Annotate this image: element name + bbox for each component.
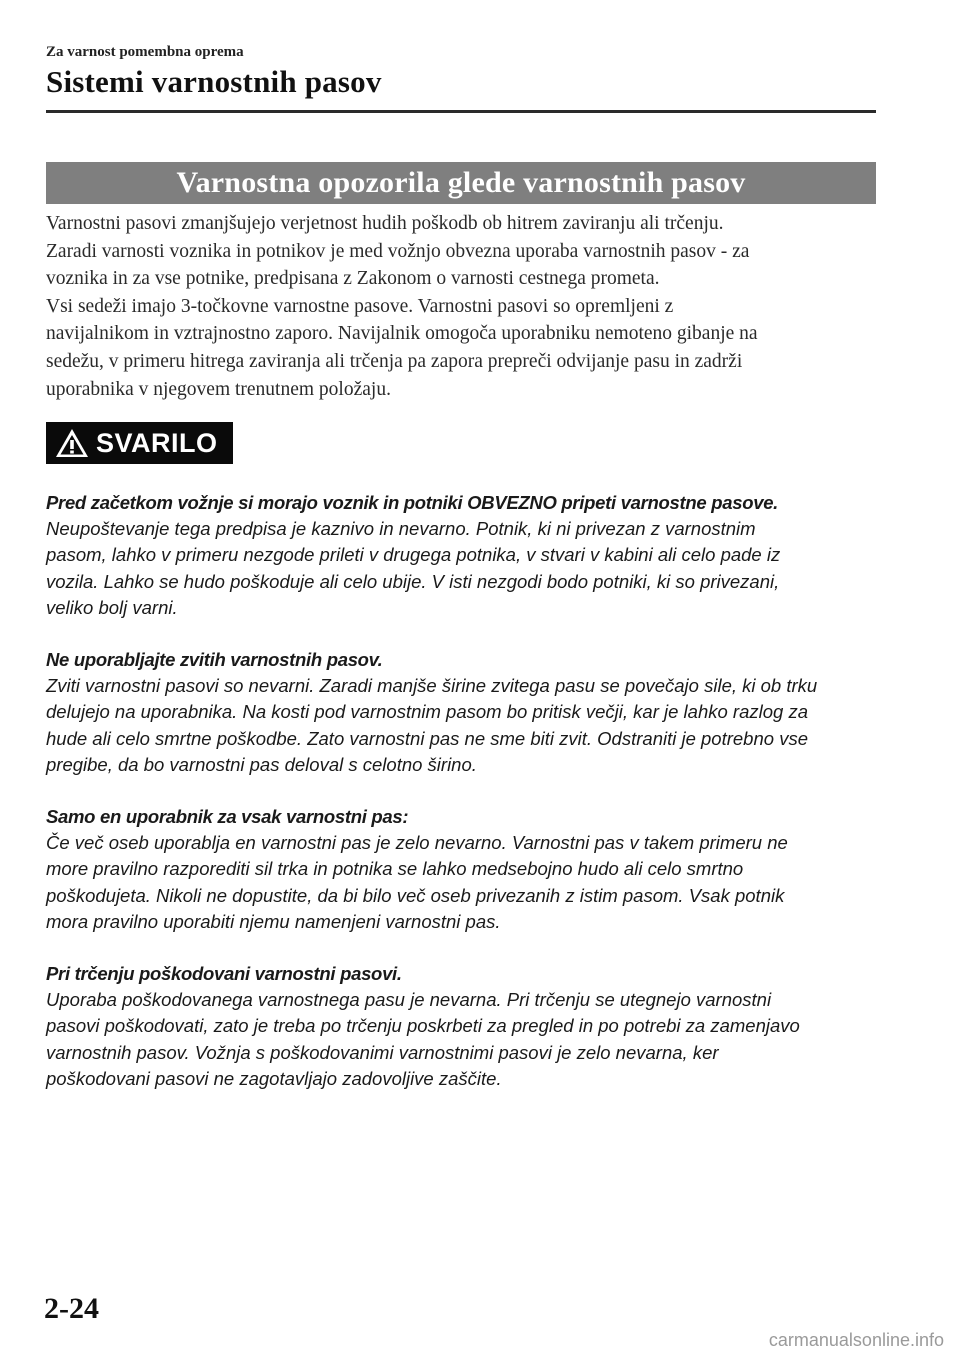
warning-line: Zviti varnostni pasovi so nevarni. Zaradi manjše širine zvitega pasu se povečajo sile, ki ob trku <box>46 675 818 697</box>
warning-triangle-icon <box>54 427 90 459</box>
warning-line: pasovi poškodovati, zato je treba po trčenju poskrbeti za pregled in po potrebi za zamenjavo <box>46 1015 800 1037</box>
intro-text <box>46 210 886 403</box>
warning-item <box>46 961 886 1092</box>
watermark: carmanualsonline.info <box>768 1330 944 1350</box>
intro-line: Zaradi varnosti voznika in potnikov je med vožnjo obvezna uporaba varnostnih pasov - za <box>46 240 750 262</box>
warning-heading: Samo en uporabnik za vsak varnostni pas: <box>46 806 409 828</box>
warning-line: poškodovani pasovi ne zagotavljajo zadovoljive zaščite. <box>46 1067 502 1089</box>
warning-heading: Ne uporabljajte zvitih varnostnih pasov. <box>46 649 383 671</box>
warning-item <box>46 490 886 621</box>
warning-badge <box>46 422 233 464</box>
intro-line: voznika in za vse potnike, predpisana z Zakonom o varnosti cestnega prometa. <box>46 268 660 290</box>
intro-line: sedežu, v primeru hitrega zaviranja ali trčenja pa zapora prepreči odvijanje pasu in zadrži <box>46 350 743 372</box>
intro-line: Varnostni pasovi zmanjšujejo verjetnost hudih poškodb ob hitrem zaviranju ali trčenju. <box>46 213 724 234</box>
header-divider <box>46 110 876 113</box>
warning-line: vozila. Lahko se hudo poškoduje ali celo ubije. V isti nezgodi bodo potniki, ki so privezani, <box>46 570 780 592</box>
warning-line: pregibe, da bo varnostni pas deloval s celotno širino. <box>46 753 477 775</box>
warning-line: Neupoštevanje tega predpisa je kaznivo in nevarno. Potnik, ki ni privezan z varnostnim <box>46 518 756 540</box>
warning-item <box>46 647 886 778</box>
warning-line: more pravilno razporediti sil trka in potnika se lahko medsebojno hudo ali celo smrtno <box>46 858 744 880</box>
intro-line: navijalnikom in vztrajnostno zaporo. Navijalnik omogoča uporabniku nemoteno gibanje na <box>46 323 758 345</box>
intro-line: Vsi sedeži imajo 3-točkovne varnostne pasove. Varnostni pasovi so opremljeni z <box>46 295 674 317</box>
warning-line: pasom, lahko v primeru nezgode prileti v drugega potnika, v stvari v kabini ali celo pade iz <box>46 544 781 566</box>
section-banner: Varnostna opozorila glede varnostnih pasov <box>46 162 876 204</box>
warning-line: poškodujeta. Nikoli ne dopustite, da bi bilo več oseb privezanih z istim pasom. Vsak potnik <box>46 884 785 906</box>
warning-line: Če več oseb uporablja en varnostni pas je zelo nevarno. Varnostni pas v takem primeru ne <box>46 832 788 854</box>
warning-item <box>46 804 886 935</box>
intro-line: uporabnika v njegovem trenutnem položaju. <box>46 378 391 400</box>
warning-label: SVARILO <box>96 427 218 458</box>
warning-line: mora pravilno uporabiti njemu namenjeni varnostni pas. <box>46 910 501 932</box>
warning-line: veliko bolj varni. <box>46 596 178 618</box>
warning-heading: Pred začetkom vožnje si morajo voznik in potniki OBVEZNO pripeti varnostne pasove. <box>46 492 779 513</box>
page-number: 2-24 <box>44 1292 99 1325</box>
warning-line: varnostnih pasov. Vožnja s poškodovanimi varnostnimi pasovi je zelo nevarna, ker <box>46 1041 719 1063</box>
warning-line: delujejo na uporabnika. Na kosti pod varnostnim pasom bo pritisk večji, kar je lahko razlog za <box>46 701 808 723</box>
page-title: Sistemi varnostnih pasov <box>46 64 382 99</box>
section-label: Za varnost pomembna oprema <box>46 44 244 60</box>
warning-line: Uporaba poškodovanega varnostnega pasu je nevarna. Pri trčenju se utegnejo varnostni <box>46 989 772 1011</box>
warning-heading: Pri trčenju poškodovani varnostni pasovi. <box>46 963 402 985</box>
warnings-list <box>46 490 886 1118</box>
warning-line: hude ali celo smrtne poškodbe. Zato varnostni pas ne sme biti zvit. Odstraniti je potrebno vse <box>46 727 808 749</box>
